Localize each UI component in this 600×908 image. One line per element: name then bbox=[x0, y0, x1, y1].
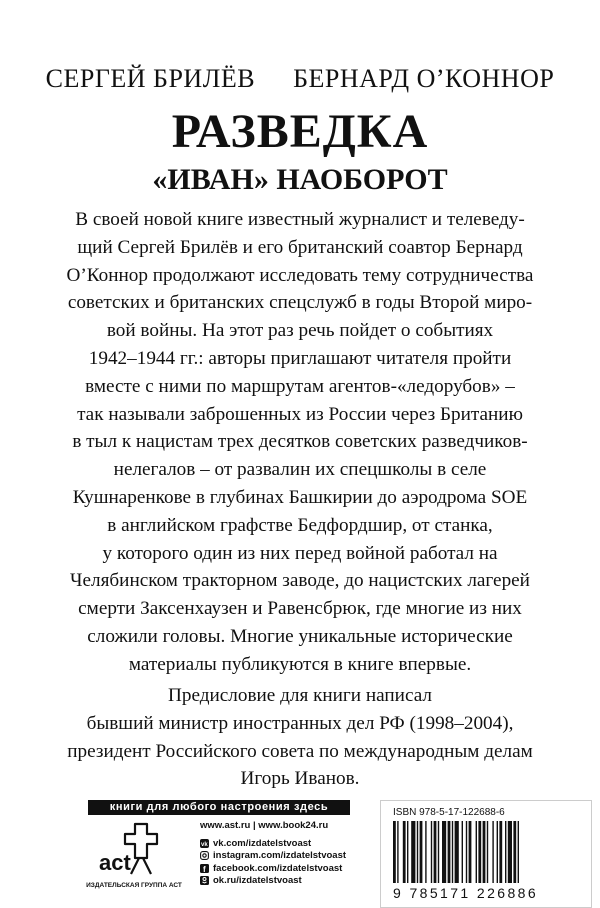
isbn-block bbox=[380, 800, 592, 908]
authors bbox=[0, 64, 600, 94]
publisher-name: ИЗДАТЕЛЬСКАЯ ГРУППА АСТ bbox=[86, 882, 182, 889]
barcode-bar bbox=[476, 821, 477, 883]
description-line: В своей новой книге известный журналист и телеведу- bbox=[75, 209, 525, 230]
barcode-bar bbox=[438, 821, 439, 883]
contact-links bbox=[200, 820, 346, 887]
svg-text:vk: vk bbox=[201, 841, 208, 848]
barcode-bar bbox=[403, 821, 406, 883]
description bbox=[40, 206, 560, 679]
author-1: СЕРГЕЙ БРИЛЁВ bbox=[45, 64, 256, 93]
description-line: вой войны. На этот раз речь пойдет о событиях bbox=[106, 320, 494, 342]
barcode-bar bbox=[393, 821, 396, 883]
description-line: так называли заброшенных из России через Британию bbox=[77, 403, 523, 425]
social-row bbox=[200, 862, 346, 875]
barcode-bar bbox=[487, 821, 488, 883]
social-link: instagram.com/izdatelstvoast bbox=[213, 850, 347, 862]
barcode-bar bbox=[431, 821, 432, 883]
description-line: щий Сергей Брилёв и его британский соавтор Бернард bbox=[77, 236, 523, 258]
preface-line: Игорь Иванов. bbox=[240, 768, 360, 790]
social-link: facebook.com/izdatelstvoast bbox=[213, 862, 343, 874]
description-line: советских и британских спецслужб в годы Второй миро- bbox=[67, 292, 533, 314]
vk-icon bbox=[200, 839, 209, 848]
ast-logo-text: act bbox=[99, 850, 131, 875]
barcode-bar bbox=[448, 821, 451, 883]
author-2: БЕРНАРД О’КОННОР bbox=[293, 64, 555, 93]
description-line: Челябинском тракторном заводе, до нацистских лагерей bbox=[70, 570, 530, 592]
description-line: 1942–1944 гг.: авторы приглашают читателя пройти bbox=[88, 347, 512, 369]
social-link: vk.com/izdatelstvoast bbox=[213, 837, 312, 849]
description-line: Кушнаренкове в глубинах Башкирии до аэродрома SOE bbox=[72, 486, 528, 508]
barcode-bar bbox=[452, 821, 453, 883]
description-line: смерти Заксенхаузен и Равенсбрюк, где многие из них bbox=[78, 598, 522, 620]
website-links: www.ast.ru | www.book24.ru bbox=[200, 820, 329, 831]
barcode-bar bbox=[513, 821, 516, 883]
barcode-bar bbox=[518, 821, 519, 883]
description-line: вместе с ними по маршрутам агентов-«ледорубов» – bbox=[85, 375, 515, 397]
barcode-bar bbox=[483, 821, 486, 883]
barcode-bar bbox=[508, 821, 512, 883]
social-row bbox=[200, 837, 346, 850]
description-line: О’Коннор продолжают исследовать тему сотрудничества bbox=[66, 264, 534, 286]
preface-line: Предисловие для книги написал bbox=[168, 685, 432, 706]
publisher-footer bbox=[0, 796, 600, 908]
preface-line: бывший министр иностранных дел РФ (1998–2004), bbox=[86, 712, 514, 734]
barcode-bar bbox=[466, 821, 467, 883]
barcode-bar bbox=[469, 821, 472, 883]
facebook-icon bbox=[200, 864, 209, 873]
barcode-bar bbox=[499, 821, 502, 883]
barcode-bar bbox=[420, 821, 423, 883]
barcode-bar bbox=[407, 821, 408, 883]
barcode-bar bbox=[505, 821, 506, 883]
barcode-bar bbox=[434, 821, 437, 883]
ok-icon bbox=[200, 876, 209, 885]
barcode-bar bbox=[397, 821, 398, 883]
barcode-bar bbox=[442, 821, 446, 883]
barcode-bar bbox=[478, 821, 481, 883]
book-title: РАЗВЕДКА bbox=[171, 105, 429, 158]
isbn-number: ISBN 978-5-17-122688-6 bbox=[393, 807, 505, 818]
barcode-bar bbox=[492, 821, 493, 883]
barcode bbox=[393, 821, 579, 883]
barcode-bar bbox=[497, 821, 498, 883]
barcode-bar bbox=[417, 821, 418, 883]
description-line: сложили головы. Многие уникальные исторические bbox=[87, 625, 513, 647]
social-row bbox=[200, 850, 346, 863]
tagline-banner: книги для любого настроения здесь bbox=[88, 800, 350, 815]
description-line: нелегалов – от развалин их спецшколы в селе bbox=[113, 459, 487, 481]
social-row bbox=[200, 875, 346, 888]
book-subtitle: «ИВАН» НАОБОРОТ bbox=[152, 163, 448, 196]
preface-line: президент Российского совета по международным делам bbox=[67, 740, 533, 762]
ast-logo bbox=[95, 820, 171, 878]
barcode-bar bbox=[411, 821, 415, 883]
svg-text:f: f bbox=[203, 864, 206, 873]
barcode-digits: 9 785171 226886 bbox=[393, 885, 538, 901]
barcode-bar bbox=[455, 821, 459, 883]
description-line: в тыл к нацистам трех десятков советских разведчиков- bbox=[72, 431, 528, 453]
preface-note bbox=[40, 682, 560, 793]
description-line: материалы публикуются в книге впервые. bbox=[128, 653, 472, 675]
barcode-bar bbox=[425, 821, 426, 883]
description-line: у которого один из них перед войной работал на bbox=[102, 542, 498, 564]
social-link: ok.ru/izdatelstvoast bbox=[213, 875, 302, 887]
description-line: в английском графстве Бедфордшир, от станка, bbox=[107, 514, 493, 536]
barcode-bar bbox=[462, 821, 463, 883]
instagram-icon bbox=[200, 851, 209, 860]
